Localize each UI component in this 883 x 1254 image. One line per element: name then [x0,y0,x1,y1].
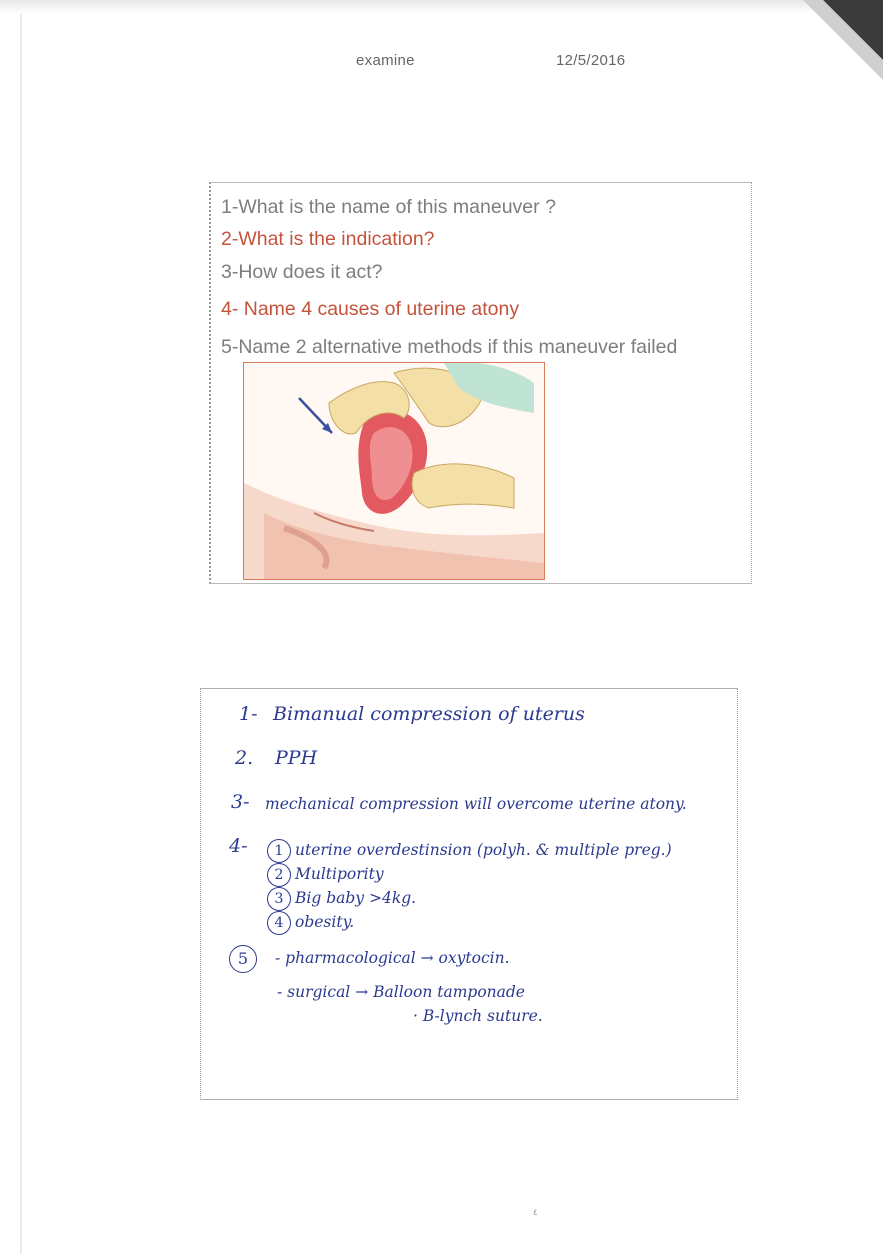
answer-1: Bimanual compression of uterus [273,703,585,725]
answer-5-line-1: - pharmacological → oxytocin. [275,949,510,967]
answer-4-item-4: obesity. [295,913,355,931]
answer-5-line-3: · B-lynch suture. [413,1007,543,1025]
question-4: 4- Name 4 causes of uterine atony [221,298,520,320]
answer-4-item-3: Big baby >4kg. [295,889,417,907]
bimanual-compression-drawing [244,363,544,579]
answer-4-item-3-number: 3 [267,887,291,911]
question-3: 3-How does it act? [221,261,383,283]
scan-edge-top [0,0,883,14]
scan-shadow-corner [763,0,883,100]
page-footer-mark: ٤ [533,1208,538,1218]
question-1: 1-What is the name of this maneuver ? [221,196,556,218]
handwritten-answers [200,688,738,1100]
answer-4-item-1: uterine overdestinsion (polyh. & multiple preg.) [295,841,672,859]
page-date: 12/5/2016 [556,52,626,69]
answer-4-item-2-number: 2 [267,863,291,887]
answer-4-number: 4- [229,835,248,857]
answer-2-number: 2. [235,747,254,769]
answer-2: PPH [275,747,318,769]
question-2: 2-What is the indication? [221,228,435,250]
answer-4-item-4-number: 4 [267,911,291,935]
answer-3-number: 3- [231,791,250,813]
page-title: examine [356,52,415,69]
answer-5-line-2: - surgical → Balloon tamponade [277,983,525,1001]
scan-edge-left [20,14,22,1254]
maneuver-illustration [243,362,545,580]
answer-4-item-2: Multipority [295,865,384,883]
answer-5-number: 5 [229,945,257,973]
answer-3: mechanical compression will overcome uterine atony. [265,795,687,813]
answer-1-number: 1- [239,703,258,725]
answer-4-item-1-number: 1 [267,839,291,863]
question-5: 5-Name 2 alternative methods if this maneuver failed [221,336,678,358]
